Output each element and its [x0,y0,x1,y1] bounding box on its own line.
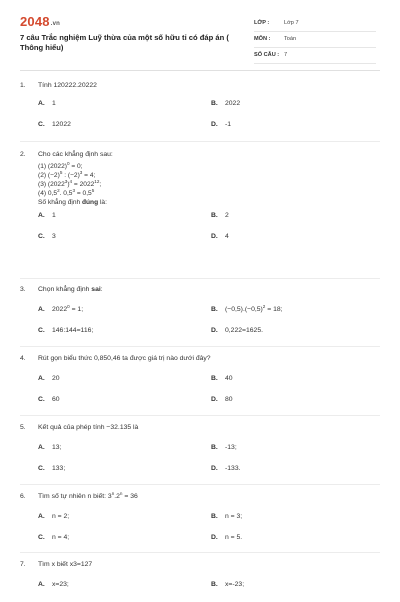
option-d[interactable]: D. -133. [211,465,241,472]
option-b[interactable]: B. 2 [211,212,229,219]
worksheet-meta [254,16,376,64]
option-b[interactable]: B. 2022 [211,100,241,107]
option-d[interactable]: D. 4 [211,233,229,240]
option-a[interactable]: A. 20 [38,375,60,382]
option-d[interactable]: D. n = 5. [211,534,243,541]
statement-4: (4) $0,5^2$. $0,5^3 = 0,5^5$ [38,188,95,197]
question-number: 4. [20,355,26,362]
question-1 [20,82,380,142]
worksheet-title: 7 câu Trắc nghiệm Luỹ thừa của một số hữu tỉ có đáp án ( Thông hiểu) [20,33,229,52]
question-text: Tìm x biết x3=127 [38,561,93,568]
question-text: Chọn khẳng định sai: [38,286,103,293]
meta-row-count: SỐ CÂU : 7 [254,48,376,64]
question-text: Rút gọn biểu thức 0,850,46 ta được giá trị nào dưới đây? [38,355,211,362]
question-divider [20,278,380,279]
statement-count-prompt: Số khẳng định đúng là: [38,199,107,206]
option-c[interactable]: C. 3 [38,233,56,240]
option-a[interactable]: A. 1 [38,212,56,219]
question-divider [20,415,380,416]
question-number: 6. [20,493,26,500]
option-a[interactable]: A. 13; [38,444,62,451]
option-b[interactable]: B. -13; [211,444,237,451]
option-a[interactable]: A. n = 2; [38,513,70,520]
option-a[interactable]: A. x=23; [38,581,69,588]
option-c[interactable]: C. 60 [38,396,60,403]
question-5 [20,424,380,486]
question-number: 7. [20,561,26,568]
meta-row-class: LỚP : Lớp 7 [254,16,376,32]
option-d[interactable]: D. -1 [211,121,232,128]
option-d[interactable]: D. 80 [211,396,233,403]
option-d[interactable]: D. 0,222=1625. [211,327,263,334]
question-2 [20,151,380,254]
site-logo[interactable]: 2048.vn [20,14,61,29]
question-divider [20,552,380,553]
question-divider [20,141,380,142]
question-6 [20,493,380,555]
option-b[interactable]: B. 40 [211,375,233,382]
question-number: 5. [20,424,26,431]
option-b[interactable]: B. n = 3; [211,513,243,520]
question-7 [20,561,380,602]
question-3 [20,286,380,348]
statement-1: (1) $(2022)^0 = 0$; [38,161,83,170]
option-c[interactable]: C. 146:144=116; [38,327,94,334]
option-c[interactable]: C. 133; [38,465,66,472]
question-divider [20,484,380,485]
option-b[interactable]: B. $(-0,5).(-0,5)^2 = 18$; [211,304,283,313]
header-divider [20,70,380,71]
question-text: Tính 120222.20222 [38,82,97,89]
option-c[interactable]: C. 12022 [38,121,71,128]
statement-2: (2) $(-2)^5$ : $(-2)^3 = 4$; [38,170,96,179]
question-divider [20,346,380,347]
question-text: Kết quả của phép tính −32.135 là [38,424,139,431]
question-number: 3. [20,286,26,293]
statement-3: (3) $(2022^3)^4 = 2022^{12}$; [38,179,102,188]
meta-row-subject: MÔN : Toán [254,32,376,48]
question-text: Tìm số tự nhiên n biết: $3^n.2^n = 36$ [38,491,138,500]
question-4 [20,355,380,417]
question-text: Cho các khẳng định sau: [38,151,113,158]
question-number: 2. [20,151,26,158]
option-b[interactable]: B. x=-23; [211,581,245,588]
option-c[interactable]: C. n = 4; [38,534,70,541]
option-a[interactable]: A. 1 [38,100,56,107]
question-number: 1. [20,82,26,89]
option-a[interactable]: A. $2022^0 = 1$; [38,304,84,313]
